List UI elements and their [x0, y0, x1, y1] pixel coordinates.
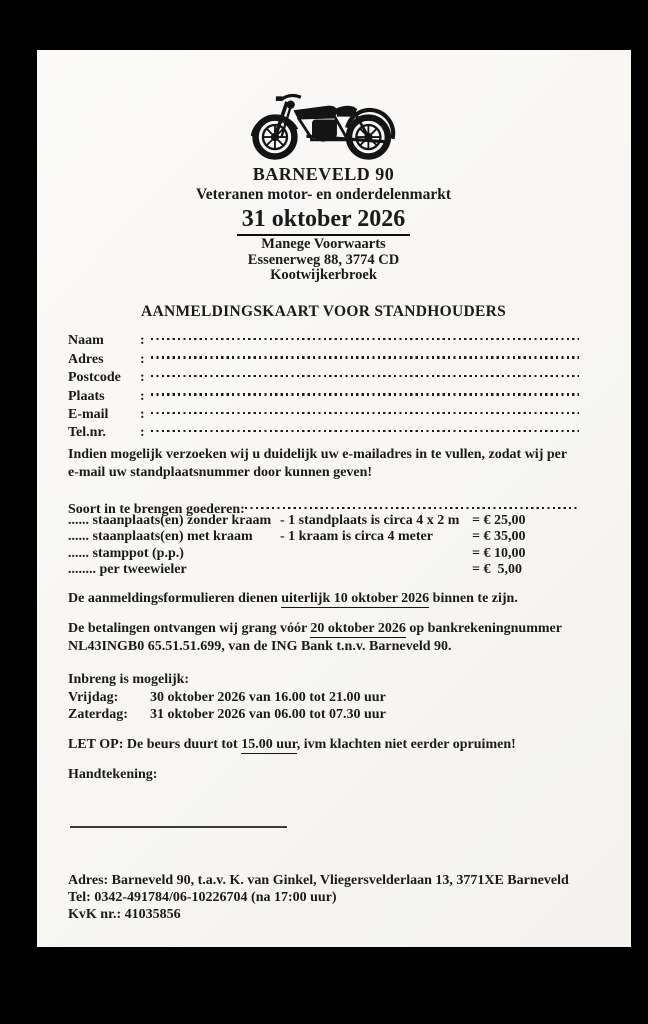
dropoff-section: [68, 671, 579, 724]
goods-item-desc: - 1 kraam is circa 4 meter: [280, 529, 433, 545]
dropoff-row-friday: [68, 689, 579, 707]
goods-item-desc: - 1 standplaats is circa 4 x 2 m: [280, 513, 460, 528]
goods-intro-row: [68, 496, 579, 517]
goods-item-label[interactable]: ...... staanplaats(en) met kraam: [68, 529, 253, 545]
dropoff-row-saturday: [68, 706, 579, 724]
payment-post: op bankrekeningnummer: [405, 621, 562, 636]
notice-pre: LET OP: De beurs duurt tot: [68, 737, 242, 752]
footer-kvk: KvK nr.: 41035856: [68, 907, 181, 923]
goods-section: [68, 496, 579, 579]
email-note-line1: Indien mogelijk verzoeken wij u duidelijk uw e-mailadres in te vullen, zodat wij per: [68, 447, 568, 462]
field-label: Tel.nr.: [68, 425, 106, 441]
footer-address: Adres: Barneveld 90, t.a.v. K. van Ginkel, Vliegersvelderlaan 13, 3771XE Barneveld: [68, 873, 569, 888]
form-title: AANMELDINGSKAART VOOR STANDHOUDERS: [140, 303, 507, 320]
field-colon: :: [140, 425, 145, 441]
field-line-email[interactable]: [151, 400, 579, 418]
document-sheet: [37, 50, 631, 947]
goods-item-price: = € 5,00: [472, 562, 522, 578]
goods-item-price: = € 25,00: [472, 513, 526, 528]
payment-line1: [68, 620, 579, 638]
goods-item-price: = € 10,00: [472, 545, 526, 561]
goods-item-label[interactable]: ...... staanplaats(en) zonder kraam: [68, 513, 272, 528]
field-label: E-mail: [68, 406, 109, 422]
email-note-line2: e-mail uw standplaatsnummer door kunnen geven!: [68, 465, 373, 480]
field-colon: :: [140, 388, 145, 404]
footer: [68, 872, 579, 924]
email-note: [68, 446, 579, 482]
goods-item-row: [68, 529, 579, 545]
goods-intro-label: Soort in te brengen goederen:: [68, 502, 245, 517]
field-colon: :: [140, 370, 145, 386]
vintage-motorcycle-icon: [245, 88, 403, 162]
deadline-pre: De aanmeldingsformulieren dienen: [68, 591, 282, 606]
field-line-naam[interactable]: [151, 326, 579, 344]
field-label: Naam: [68, 333, 104, 349]
field-colon: :: [140, 351, 145, 367]
form-fields: [68, 326, 579, 441]
goods-item-row: [68, 546, 579, 562]
payment-date: 20 oktober 2026: [310, 621, 406, 636]
field-colon: :: [140, 333, 145, 349]
goods-item-label[interactable]: ........ per tweewieler: [68, 562, 187, 578]
dropoff-heading: Inbreng is mogelijk:: [68, 672, 190, 687]
field-line-adres[interactable]: [151, 344, 579, 362]
venue-name: Manege Voorwaarts: [261, 236, 386, 252]
dropoff-time: 31 oktober 2026 van 06.00 tot 07.30 uur: [150, 707, 386, 722]
masthead: [68, 88, 579, 284]
field-label: Plaats: [68, 388, 105, 404]
org-title: BARNEVELD 90: [252, 164, 395, 184]
document-content: [68, 50, 579, 947]
footer-phone: Tel: 0342-491784/06-10226704 (na 17:00 uur): [68, 890, 337, 906]
goods-item-row: [68, 562, 579, 578]
goods-item-label[interactable]: ...... stamppot (p.p.): [68, 545, 184, 561]
field-line-postcode[interactable]: [151, 363, 579, 381]
deadline-post: binnen te zijn.: [429, 591, 518, 606]
dropoff-day: Zaterdag:: [68, 707, 128, 722]
field-colon: :: [140, 406, 145, 422]
event-date: 31 oktober 2026: [237, 206, 411, 236]
goods-item-row: [68, 513, 579, 529]
notice-post: , ivm klachten niet eerder opruimen!: [296, 737, 516, 752]
signature-label: Handtekening:: [68, 767, 158, 782]
payment-line2: NL43INGB0 65.51.51.699, van de ING Bank t.n.v. Barneveld 90.: [68, 639, 452, 654]
field-label: Postcode: [68, 370, 121, 386]
field-line-telnr[interactable]: [151, 418, 579, 436]
signature-line[interactable]: [70, 826, 287, 828]
deadline-line: [68, 590, 579, 608]
notice-line: [68, 736, 579, 754]
dropoff-time: 30 oktober 2026 van 16.00 tot 21.00 uur: [150, 689, 386, 705]
goods-item-desc: [280, 546, 472, 562]
field-label: Adres: [68, 351, 104, 367]
goods-item-price: = € 35,00: [472, 529, 526, 545]
goods-intro-line[interactable]: [245, 496, 579, 513]
dropoff-day: Vrijdag:: [68, 689, 119, 705]
event-subtitle: Veteranen motor- en onderdelenmarkt: [196, 186, 451, 203]
payment-paragraph: [68, 620, 579, 656]
goods-item-desc: [280, 562, 472, 578]
venue-address: Essenerweg 88, 3774 CD: [247, 251, 400, 268]
payment-pre: De betalingen ontvangen wij grang vóór: [68, 621, 311, 636]
field-row-naam: [68, 326, 579, 349]
deadline-date: uiterlijk 10 oktober 2026: [281, 591, 430, 606]
field-line-plaats[interactable]: [151, 381, 579, 399]
notice-time: 15.00 uur: [241, 737, 297, 752]
venue-city: Kootwijkerbroek: [270, 267, 377, 283]
